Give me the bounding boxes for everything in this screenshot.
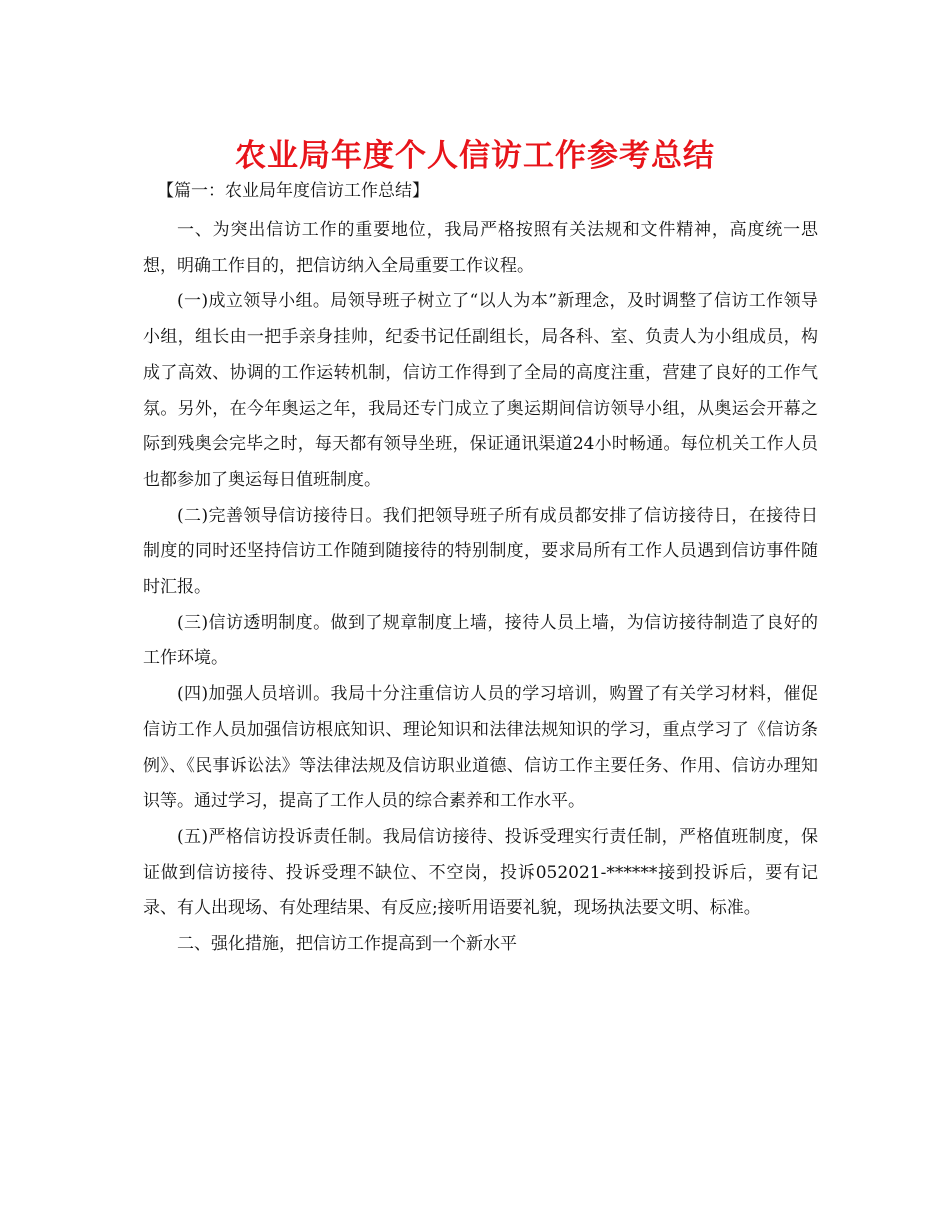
document-title: 农业局年度个人信访工作参考总结 xyxy=(235,138,715,174)
section-heading: 【篇一：农业局年度信访工作总结】 xyxy=(157,181,429,201)
paragraph-7: 二、强化措施，把信访工作提高到一个新水平 xyxy=(177,934,517,955)
paragraph-5: (四)加强人员培训。我局十分注重信访人员的学习培训，购置了有关学习材料，催促信访工作人员加强信访根底知识、理论知识和法律法规知识的学习，重点学习了《信访条例》、《民事诉讼法》等法律法规及信访职业道德、信访工作主要任务、作用、信访办理知识等。通过学习，提高了工作人员的综合素养和工作水平。 xyxy=(143,684,818,812)
paragraph-1: 一、为突出信访工作的重要地位，我局严格按照有关法规和文件精神，高度统一思想，明确工作目的，把信访纳入全局重要工作议程。 xyxy=(143,220,818,276)
paragraph-2: (一)成立领导小组。局领导班子树立了“以人为本”新理念，及时调整了信访工作领导小组，组长由一把手亲身挂帅，纪委书记任副组长，局各科、室、负责人为小组成员，构成了高效、协调的工作运转机制，信访工作得到了全局的高度注重，营建了良好的工作气氛。另外，在今年奥运之年，我局还专门成立了奥运期间信访领导小组，从奥运会开幕之际到残奥会完毕之时，每天都有领导坐班，保证通讯渠道24小时畅通。每位机关工作人员也都参加了奥运每日值班制度。 xyxy=(143,291,818,490)
document-body xyxy=(143,213,818,963)
paragraph-6: (五)严格信访投诉责任制。我局信访接待、投诉受理实行责任制，严格值班制度，保证做到信访接待、投诉受理不缺位、不空岗，投诉052021-******接到投诉后，要有记录、有人出现场、有处理结果、有反应;接听用语要礼貌，现场执法要文明、标准。 xyxy=(143,826,818,919)
paragraph-3: (二)完善领导信访接待日。我们把领导班子所有成员都安排了信访接待日，在接待日制度的同时还坚持信访工作随到随接待的特别制度，要求局所有工作人员遇到信访事件随时汇报。 xyxy=(143,505,818,598)
paragraph-4: (三)信访透明制度。做到了规章制度上墙，接待人员上墙，为信访接待制造了良好的工作环境。 xyxy=(143,612,818,669)
